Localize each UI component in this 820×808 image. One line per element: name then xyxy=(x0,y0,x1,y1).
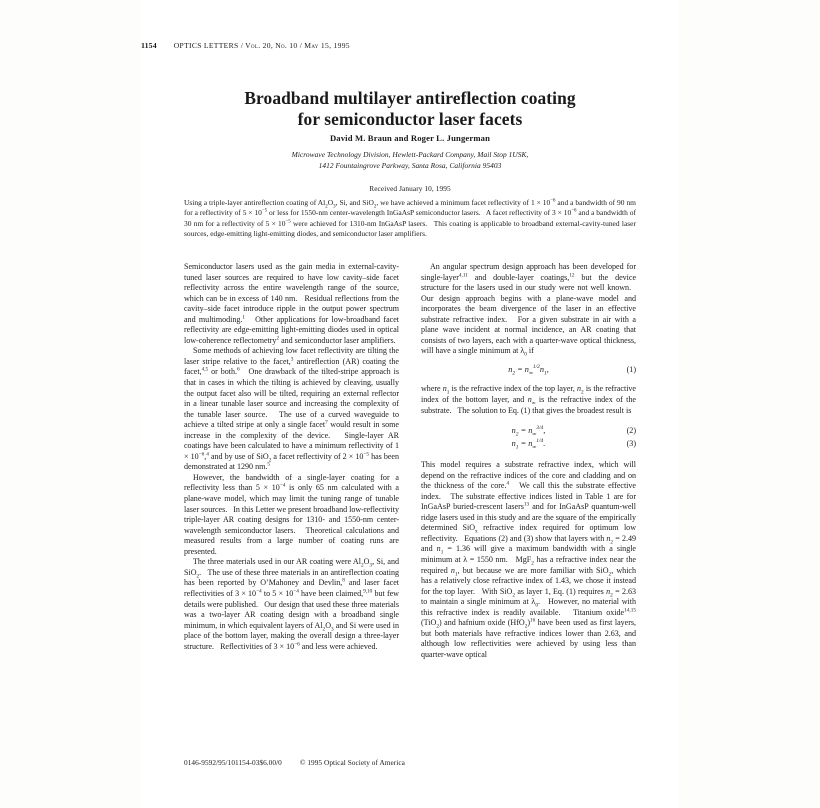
page-folio: 1154 xyxy=(141,41,157,50)
affiliation-line-2: 1412 Fountaingrove Parkway, Santa Rosa, California 95403 xyxy=(318,160,502,170)
copyright-notice: © 1995 Optical Society of America xyxy=(299,758,405,767)
abstract-text: Using a triple-layer antireflection coating of $Al_2O_3$, Si, and SiO$_2$, we have achieved a minimum facet reflectivity of $1 \times 10^{-6}$ and a bandwidth of 90 nm for a reflectivity of $5 \times 10^{-5}$ or less for 1550-nm center-wavelength InGaAsP semiconductor lasers. A facet reflectivity of $3 \times 10^{-6}$ and a bandwidth of 30 nm for a reflectivity of $5 \times 10^{-5}$ were achieved for 1310-nm InGaAsP lasers. This coating is applicable to broadband external-cavity-tuned laser sources, edge-emitting light-emitting diodes, and semiconductor laser amplifiers. xyxy=(184,198,636,238)
equation-2-expression: $n_2 = n_\infty^{3/4}$, xyxy=(511,425,546,438)
equation-1 xyxy=(421,365,636,376)
article-title-line-1: Broadband multilayer antireflection coating xyxy=(244,87,576,108)
equation-3-expression: $n_1 = n_\infty^{1/4}$. xyxy=(511,437,546,451)
running-head xyxy=(141,41,679,50)
equation-3-number: (3) xyxy=(626,438,636,448)
body-column-right xyxy=(421,262,636,661)
author-list: David M. Braun and Roger L. Jungerman xyxy=(329,133,491,143)
affiliation-line-1: Microwave Technology Division, Hewlett-Packard Company, Mail Stop 1USK, xyxy=(291,150,529,159)
page-footer xyxy=(184,758,636,767)
equation-1-number: (1) xyxy=(626,364,636,374)
paragraph-left-1: Semiconductor lasers used as the gain media in external-cavity-tuned laser sources are required to have low cavity–side facet reflectivity across the entire wavelength range of the source, which can be in excess of 140 nm. Residual reflections from the cavity–side facet introduce ripple in the output power spectrum and multimoding.$^1$ Other applications for low-broadband facet reflectivity are edge-emitting light-emitting diodes used in optical low-coherence reflectometry$^2$ and semiconductor laser amplifiers. xyxy=(184,262,399,345)
article-title-line-2: for semiconductor laser facets xyxy=(297,109,523,130)
journal-citation-line: OPTICS LETTERS / Vol. 20, No. 10 / May 15, 1995 xyxy=(173,41,350,50)
paragraph-left-4: The three materials used in our AR coating were $Al_2O_3$, Si, and SiO$_2$. The use of these three materials in an antireflection coating has been reported by O’Mahoney and Devlin,$^8$ and laser facet reflectivities of $3 \times 10^{-4}$ to $5 \times 10^{-4}$ have been claimed,$^{9,10}$ but few details were published. Our design that used these three materials was a two-layer AR coating design with a broadband single minimum, in which equivalent layers of $Al_2O_3$ and Si were used in place of the bottom layer, making the overall design a three-layer structure. Reflectivities of $3 \times 10^{-6}$ and less were achieved. xyxy=(184,557,399,651)
article-title xyxy=(141,88,679,131)
paragraph-right-2: where $n_1$ is the refractive index of the top layer, $n_2$ is the refractive index of the bottom layer, and $n_\infty$ is the refractive index of the substrate. The solution to Eq. (1) that gives the broadest result is xyxy=(421,384,636,415)
equation-2-number: (2) xyxy=(626,426,636,436)
author-affiliation xyxy=(141,150,679,171)
equation-2 xyxy=(421,425,636,438)
paragraph-right-1: An angular spectrum design approach has been developed for single-layer$^{4,11}$ and double-layer coatings,$^{12}$ but the device structure for the lasers used in our study were not well known. Our design approach begins with a plane-wave model and incorporates the beam divergence of the laser in an effective substrate refractive index. For a given substrate in air with a plane wave incident at normal incidence, an AR coating that consists of two layers, each with a quarter-wave optical thickness, will have a single minimum at $\lambda_0$ if xyxy=(421,262,637,358)
paragraph-left-2: Some methods of achieving low facet reflectivity are tilting the laser stripe relative to the facet,$^3$ antireflection (AR) coating the facet,$^{4,5}$ or both.$^6$ One drawback of the tilted-stripe approach is that in cases in which the tilting is achieved by cleaving, usually the output facet also will be tilted, requiring an external reflector in a linear tunable laser source and increasing the complexity of the tunable laser source. The use of a curved waveguide to achieve a tilted stripe at only a single facet$^7$ would result in some increase in the complexity of the device. Single-layer AR coatings have been calculated to have a minimum reflectivity of $1 \times 10^{-6},^4$ and by use of SiO$_2$ a facet reflectivity of $2 \times 10^{-5}$ has been demonstrated at 1290 nm.$^5$ xyxy=(184,346,399,472)
body-column-left xyxy=(184,262,399,652)
equation-3 xyxy=(421,438,636,451)
paragraph-right-3: This model requires a substrate refractive index, which will depend on the refractive indices of the core and cladding and on the thickness of the core.$^4$ We call this the substrate effective index. The substrate effective indices listed in Table 1 are for InGaAsP buried-crescent lasers$^{13}$ and for InGaAsP quantum-well ridge lasers used in this study and are the square of the empirically determined SiO$_x$ refractive index required for optimum low reflectivity. Equations (2) and (3) show that layers with $n_2 = 2.49$ and $n_1 = 1.36$ will give a maximum bandwidth with a single minimum at λ = 1550 nm. MgF$_2$ has a refractive index near the required $n_1$, but because we are more familiar with SiO$_2$, which has a relatively close refractive index of 1.43, we chose it instead for the top layer. With SiO$_2$ as layer 1, Eq. (1) requires $n_2 = 2.63$ to maintain a single minimum at $\lambda_0$. However, no material with this refractive index is readily available. Titanium oxide$^{14,15}$ (TiO$_2$) and hafnium oxide $(HfO_2)^{16}$ have been used as first layers, but both materials have refractive indices lower than 2.63, and although low reflectivities were achieved by using less than quarter-wave optical xyxy=(421,460,637,659)
abstract xyxy=(184,198,636,239)
paragraph-left-3: However, the bandwidth of a single-layer coating for a reflectivity less than $5 \times 10^{-4}$ is only 65 nm calculated with a plane-wave model, which may limit the tuning range of tunable laser sources. In this Letter we present broadband low-reflectivity triple-layer AR coating designs for 1310- and 1550-nm center-wavelength semiconductor lasers. Theoretical calculations and measured results from a large number of coating runs are presented. xyxy=(184,472,399,556)
received-date: Received January 10, 1995 xyxy=(369,184,451,193)
equation-1-expression: $n_2 = n_\infty^{1/2}n_1$, xyxy=(508,364,549,377)
equation-group-2-3 xyxy=(421,425,636,450)
article-sheet xyxy=(141,0,679,808)
issn-article-code: 0146-9592/95/101154-03$6.00/0 xyxy=(184,758,282,767)
